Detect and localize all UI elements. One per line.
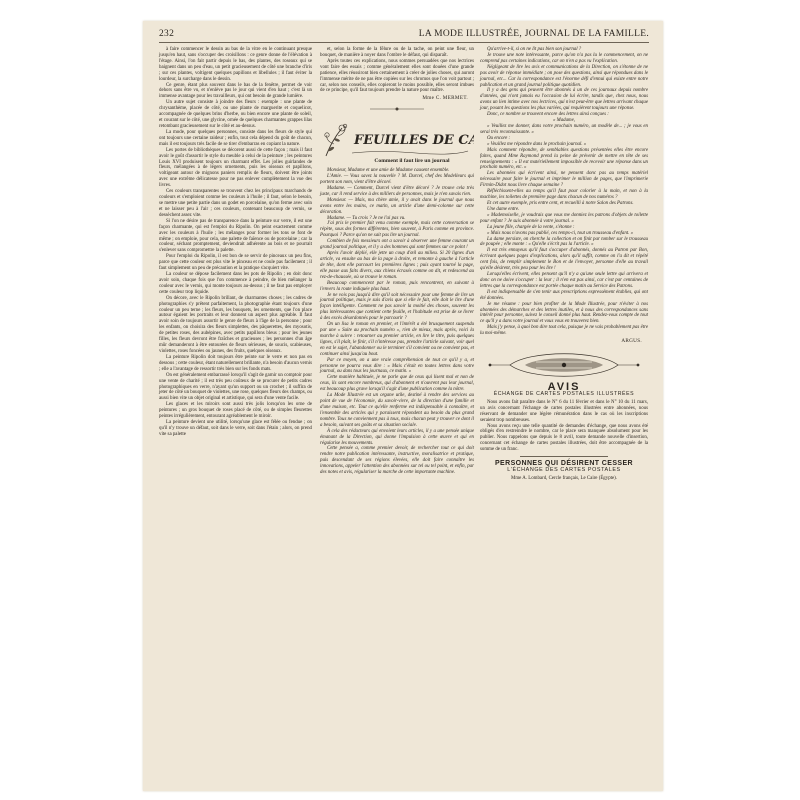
paragraph: La couleur se dépose facilement dans les pots de Ripolin ; en doit donc avoir soin, chaque fois que l'on commence à peindre, de bien mélanger la couleur avec le vernis, qui monte toujours au-dessus ; il ne faut pas employer cette couleur trop liquide. — [159, 272, 312, 295]
author-signature: Mme C. MERMET. — [422, 95, 468, 102]
persons-entry: Mme A. Lombard, Cercle français, Le Caire (Égypte). — [510, 476, 618, 481]
paragraph: On est généralement embarrassé lorsqu'il s'agit de garnir un comptoir pour une vente de charité ; il est très peu coûteux de se procurer de petits cadres photographiques en verre, n'ayant qu'un support ou un crochet ; il suffira de jeter de côté un bouquet de violettes, une rose, quelques fleurs des champs, ou aussi bien vite un objet original et artistique, qui sera d'une vente facile. — [159, 372, 312, 402]
paragraph: La peinture Ripolin doit toujours être peinte sur le verre et non pas en dessous ; cette couleur, étant naturellement brillante, n'a besoin d'aucun vernis ; elle a l'avantage de ressortir très bien sur les fonds mats. — [159, 354, 312, 372]
newspaper-page — [143, 21, 663, 791]
paragraph: Réfléchissent-elles au temps qu'il faut pour colorier à la main, et non à la machine, les toilettes de première page dans chacun de nos numéros ? — [480, 189, 648, 201]
paragraph: Donc, ce nombre se trouvent encore des lettres ainsi conçues : — [487, 112, 609, 118]
author-signature: ARGUS. — [621, 338, 642, 345]
journal-title: LA MODE ILLUSTRÉE, JOURNAL DE LA FAMILLE. — [418, 29, 649, 39]
paragraph: L'Amie. — Vous savez la nouvelle ? M. Durcel, chef des Modelleurs qui portent son nom, vient d'être décoré. — [320, 174, 474, 185]
paragraph: « Mademoiselle, je voudrais que vous me donniez les patrons d'objets de toilette pour enfant ? Je suis abonnée à votre journal. » — [480, 212, 648, 224]
notice-subtitle: ÉCHANGE DE CARTES POSTALES ILLUSTRÉES — [493, 390, 635, 397]
paragraph: La peinture devient une utilité, lorsqu'une glace est félée ou fendue ; on qu'il n'y trouve un défaut, soit dans le verre, soit dans l'étain ; alors, on prend vite sa palette — [159, 420, 312, 437]
paragraph: À cela des rédacteurs qui envoient leurs articles, il y a une pensée unique émanant de la Direction, qui donne l'impulsion à cette œuvre et qui en régularise les mouvements. — [320, 428, 474, 446]
paragraph: Il est indispensable de s'en tenir aux prescriptions expressément établies, qui ont été données. — [480, 289, 648, 301]
section-title-block — [320, 120, 474, 158]
paragraph: et, selon la forme de la fêlure ou de la tache, on peint une fleur, un bouquet, de manière à noyer dans l'ombre le défaut, qui disparaît. — [320, 47, 474, 58]
paragraph: La dame persiste, on cherche la collection et on finit par tomber sur le trousseau de poupée ; elle monte : « Qu'elle s'écrit pas la l'article. » — [480, 236, 648, 248]
paragraph: La Mode Illustrée est un organe utile, destiné à rendre des services au point de vue de l'économie, du savoir-vivre, de la direction d'une famille et d'une maison, etc. Tout ce qu'elle renferme est indispensable à connaître, et l'ensemble des articles qui y paraissent répondent au besoin du plus grand nombre. Tous ne conviennent pas à tous, mais chacun peut y trouver ce dont il a besoin, suivant ses goûts et sa situation sociale. — [320, 393, 474, 428]
page-header — [159, 27, 649, 41]
paragraph: Je ne vois pas jusqu'à dire qu'il soit nécessaire pour une femme de lire un journal politique, mais je suis d'avis que si elle le fait, elle doit le lire d'une façon intelligente. Comment ne pas savoir la moitié des choses, souvent les plus intéressantes que contient cette feuille, et l'habitude est prise de se livrer à des excès désordonnés pour le parcourir ? — [320, 292, 474, 322]
paragraph: Si l'on ne désire pas de transparence dans la peinture sur verre, il est une façon charmante, qui est l'emploi du Ripolin. On peint exactement comme avec les couleurs à l'huile ; les mélanges pour former les tons se font de même ; on emploie, pour cela, une palette de faïence ou de porcelaine ; car la couleur, séchant promptement, deviendrait adhérente au bois et ne pourrait s'enlever sans compromettre la palette. — [159, 218, 312, 254]
section-subtitle: Comment il faut lire un journal — [374, 158, 450, 165]
decorative-title-art — [320, 120, 474, 158]
paragraph: Négligeant de lire les avis et communications de la Direction, on s'étonne de ne pas avoir de réponse immédiate ; on pose des questions, ainsi que répondues dans le journal, etc... Car la correspondance est l'énorme défi d'ennui qui existe entre notre publication et un grand journal politique quotidien. — [480, 64, 648, 88]
column-1 — [159, 47, 312, 438]
column-3 — [480, 47, 648, 482]
paragraph: Cette manière habituée, je ne parle que de ceux qui lisent mal et non de ceux, ils sont encore nombreux, qui d'abonnent et n'ouvrent pas leur journal, est beaucoup plus grave lorsqu'il s'agit d'une publication comme la nôtre. — [320, 375, 474, 393]
paragraph: Je me résume : pour bien profiter de la Mode Illustrée, pour n'éviter à nos abonnées des démarches et des lettres inutiles, et à nous des correspondances sans intérêt pour personne, suivez le conseil donné plus haut. Rendez-vous compte de tout ce qu'il y a dans votre journal et vous vous en trouverez bien. — [480, 301, 648, 325]
paragraph: Lorsqu'elles écrivent, elles pensent qu'il n'y a qu'une seule lettre qui arrivera et donc on ne doive s'occuper : la leur ; il n'en est pas ainsi, car c'est par centaines de lettres que la correspondance est portée chaque matin au Service des Patrons. — [480, 272, 648, 289]
paragraph: « Mais nous n'avons pas publié, ces temps-ci, tout un trousseau d'enfant. » — [487, 230, 634, 236]
paragraph: Ou encore : — [487, 135, 511, 141]
paragraph: Monsieur, Madame et une amie de Madame causent ensemble. — [327, 168, 450, 174]
divider-ornament — [320, 106, 474, 112]
paragraph: Les portes de bibliothèques se décorent aussi de cette façon ; mais il faut avoir le goût d'assortir le style du meuble à celui de la peinture ; les peintures Louis XVI produisent toujours un charmant effet. Les jolies guirlandes de fleurs, mélangées à de légers ornements, puis les oiseaux et papillons, voltigeant autour de mignons paniers remplis de fleurs, doivent être joints avec une extrême délicatesse pour ne pas enlever complètement la vue des livres. — [159, 147, 312, 189]
section-title-text: FEUILLES DE C — [354, 133, 469, 149]
paragraph: Après l'avoir déplié, elle jette un coup d'œil au milieu. Si 20 lignes d'un article, va ensuite au bas de la page à droite, et remonte à gauche à l'article de tête, dont elle parcourt les premières lignes ; puis ayant tourné la page, elle passe aux faits divers, aux chiens écrasés comme on dit, et redescend au rez-de-chaussée, où se trouve le roman. — [320, 251, 474, 280]
decorative-vignette — [480, 350, 648, 380]
header-rule — [159, 42, 649, 43]
paragraph: Les abonnées qui écrivent ainsi, ne pensent donc pas au temps matériel nécessaire pour faire le journal et imprimer le million de pages, que l'imprimerie Firmin-Didot nous livre chaque semaine ? — [480, 171, 648, 189]
paragraph: On un lisa le roman en premier, et l'intérêt a été brusquement suspendu par une « Suite au prochain numéro », rien de mieux, mais après, voici la marche à suivre : retourner au premier article, en lire le titre, puis quelques lignes, s'il plaît, le finir, s'il n'intéresse pas, prendre l'article suivant, voir quel en est le sujet, l'abandonner ou le terminer s'il convient ou ne convient pas, et continuer ainsi jusqu'au bout. — [320, 322, 474, 357]
paragraph: Je trouve une note intéressante, parce qu'on n'a pas lu le commencement, on ne comprend pas certaines indications, car on n'en a pas vu l'explication. — [480, 52, 648, 64]
paragraph: Madame. — Comment, Durcel vient d'être décoré ? Je trouve cela très juste, car il rend service à des milliers de personnes, mais je n'en savais rien. — [320, 185, 474, 197]
paragraph: Qu'arrive-t-il, si on ne lit pas bien son journal ? — [487, 47, 582, 52]
notice-paragraph: Nous avons fait paraître dans le N° 6 du 11 février et dans le N° 10 du 11 mars, un avis concernant l'échange de cartes postales illustrées entre abonnées, nous réservant de demander une légère rémunération dans le cas où les inscriptions seraient trop nombreuses. — [480, 399, 648, 423]
paragraph: Beaucoup commencent par le roman, puis rencontrent, en suivant à l'envers la route indiquée plus haut. — [320, 280, 474, 292]
paragraph: On décore, avec le Ripolin brillant, de charmantes choses ; les cadres de photographies s'y prêtent parfaitement, la photographie étant toujours d'une couleur un peu terne ; les fleurs, les bouquets, les ornements, que l'on place autour égaient les portraits et leur donnent un aspect plus agréable. Il faut avoir soin de toujours assortir le genre de fleurs à l'âge de la personne ; pour les enfants, on choisira des fleurs simplettes, des pâquerettes, des myosotis, de petites roses, des aubépines, avec petits papillons bleus ; pour les jeunes filles, les fleurs devront être fraîches et gracieuses ; les personnes d'un âge mûr demanderont à être entourées de fleurs sérieuses, de soucis, scabieuses, violettes, roses foncées ou jaunes, des fruits, quelques oiseaux. — [159, 295, 312, 355]
paragraph: Une dame entre. — [487, 206, 520, 212]
paragraph: La jeune fille, chargée de la vente, s'étonne : — [487, 224, 575, 230]
divider-rule — [520, 456, 608, 457]
paragraph: J'ai pris le premier fait venu comme exemple, mais cette conversation se répète, sous des formes différentes, bien souvent, à Paris comme en province. Pourquoi ? Parce qu'on ne sait pas lire un journal. — [320, 221, 474, 239]
persons-subtitle: L'ÉCHANGE DES CARTES POSTALES — [507, 467, 621, 474]
paragraph: Les glaces et les miroirs sont aussi très jolis lorsqu'on les orne de peintures ; un gros bouquet de roses placé de côté, ou de simples fleurettes peintes irrégulièrement, entourant agréablement le miroir. — [159, 402, 312, 420]
paragraph: Madame. — Tu crois ? Je ne l'ai pas vu. — [327, 215, 406, 221]
paragraph: Et cet autre exemple, pris entre cent, et recueilli à notre Salon des Patrons. — [487, 200, 634, 206]
paragraph: Pour l'emploi du Ripolin, il est bon de se servir de pinceaux un peu fins, parce que cette couleur est plus vite le pinceau et ne coule pas facilement ; il faut simplement un peu de précaution et la pratique s'acquiert vite. — [159, 254, 312, 272]
paragraph: Un autre sujet consiste à joindre des fleurs : exemple : une plante de chrysanthème, placée de côté, ou une plante de marguerite et coquelicot, accompagnée de quelques brins d'herbe, ou bien encore une plante de soleil, et courant sur le côté, une glycine, ornée de quelques charmantes grappes lilas retombant gracieusement sur le côté et au-dessus. — [159, 100, 312, 129]
notice-paragraph: Nous avons reçu une telle quantité de demandes d'échange, que nous avons été obligés d'en restreindre le nombre, car le place sera manquée absolument pour les publier. Nous rappelons que depuis le 8 avril, toute demande nouvelle d'insertion, concernant cet échange de cartes postales illustrées, doit être accompagnée de la somme de un franc. — [480, 423, 648, 453]
paragraph: Après toutes ces explications, nous sommes persuadées que nos lectrices vont faire des essais ; comme généralement elles sont douées d'une grande patience, elles réussiront bien certainement à créer de jolies choses, qui auront l'immense mérite de ne pas être copiées sur les chromos que l'on voit partout ; car, selon nos conseils, elles copieront le moins possible, elles seront imbues de ce principe, qu'il faut toujours prendre la nature pour maître. — [320, 58, 474, 94]
paragraph: La mode, pour quelques personnes, consiste dans les fleurs de style qui ont toujours une certaine raideur ; enfin, tout cela dépend du goût de chacun, mais il est toujours très facile de se tirer d'embarras en copiant la nature. — [159, 129, 312, 147]
paragraph: « Veuillez me répondre dans le prochain journal. » — [487, 141, 587, 147]
paragraph: « Veuillez me donner, dans votre prochain numéro, un modèle de... ; je vous en serai très reconnaissante. » — [480, 123, 648, 135]
paragraph: à faire commencer le dessin au bas de la vitre en le continuant presque jusqu'en haut, sans s'occuper des croisillons : ce genre donne de l'élévation à l'étage. Ainsi, l'on fait partir depuis le bas, des plantes, des roseaux qui se baignent dans un peu d'eau, un petit gracieusement de côté une branche d'iris ; sur ces plantes, voltigent quelques papillons et libellules ; il faut éviter la lourdeur, la surcharge dans le dessin. — [159, 47, 312, 82]
paragraph: Il y a des gens qui peuvent être abonnés à un de ces journaux depuis nombre d'années, qui n'ont jamais eu l'occasion de lui écrire, tandis que, chez nous, nous avons un lien intime avec nos lectrices, qui n'est peut-être que lettres arrivant chaque jour, posant les questions les plus variées, qui requièrent toujours une réponse. — [480, 88, 648, 112]
paragraph: Ce genre, étant plus souvent dans le bas de la fenêtre, permet de voir dehors sans être vu, et n'enlève pas le jour qui vient d'en haut ; c'est là un immense avantage pour les travailleurs, qui ont besoin de grande lumière. — [159, 82, 312, 100]
paragraph: Ces couleurs transparentes se trouvent chez les principaux marchands de couleurs et s'emploient comme les couleurs à l'huile ; il faut, selon le besoin, se mettre une petite partie dans un godet en porcelaine, qu'on ferme avec soin et ne laisser peu à l'air ; ces couleurs, contenant beaucoup de vernis, se dessèchent assez vite. — [159, 189, 312, 218]
paragraph: Par ce moyen, on a une vraie compréhension de tout ce qu'il y a, et personne ne pourra vous dire : « Mais c'était en toutes lettres dans votre journal, ou dans tous les journaux, ce matin. » — [320, 357, 474, 375]
persons-title: PERSONNES QUI DÉSIRENT CESSER — [494, 460, 633, 468]
paragraph: Monsieur. — Mais, ma chère amie, il y avait dans le journal que nous avons entre les mains, ce matin, un article d'une demi-colonne sur cette décoration. — [320, 197, 474, 215]
page-number: 232 — [159, 29, 175, 39]
paragraph: Mais comment répondre, de semblables questions présentées elles être encore faites, quand Mme Raymond prend la peine de prévenir de mettre en tête de ses renseignements : « Il est matériellement impossible de recevoir une réponse dans un prochain numéro, etc. » — [480, 147, 648, 171]
column-2 — [320, 47, 474, 476]
notice-title: AVIS — [547, 381, 581, 394]
paragraph: Il est très ennuyeux qu'il faut s'occuper d'abonnés, donnés au Patron par Bon, écrivant quelques pages d'explications, alors qu'il suffit, comme on l'a dit et répété cent fois, de remplir simplement le Bon et de l'envoyer, personne d'elle au travail qu'elle désirent, très peu pour les lire ! — [480, 248, 648, 272]
paragraph: Cette pensée a, comme premier devoir, de rechercher tout ce qui doit rendre notre publication intéressante, instructive, moralisatrice et pratique, puis descendant de ses régions élevées, elle doit faire connaître les innovations, appeler l'attention des abonnées sur tel ou tel point, et enfin, par des notes et avis, régulariser la marche de cette importante machine. — [320, 446, 474, 476]
notice-block — [480, 348, 648, 482]
paragraph: Mais j'y pense, à quoi bon dire tout cela, puisque je ne vais probablement pas être lu moi-même. — [480, 325, 648, 337]
paragraph: « Madame, — [552, 118, 575, 124]
paragraph: Combien de fois messieurs ont a savoir à observer une femme courant un grand journal politique, et il y a des hommes qui sont femmes sur ce point ! — [320, 239, 474, 251]
